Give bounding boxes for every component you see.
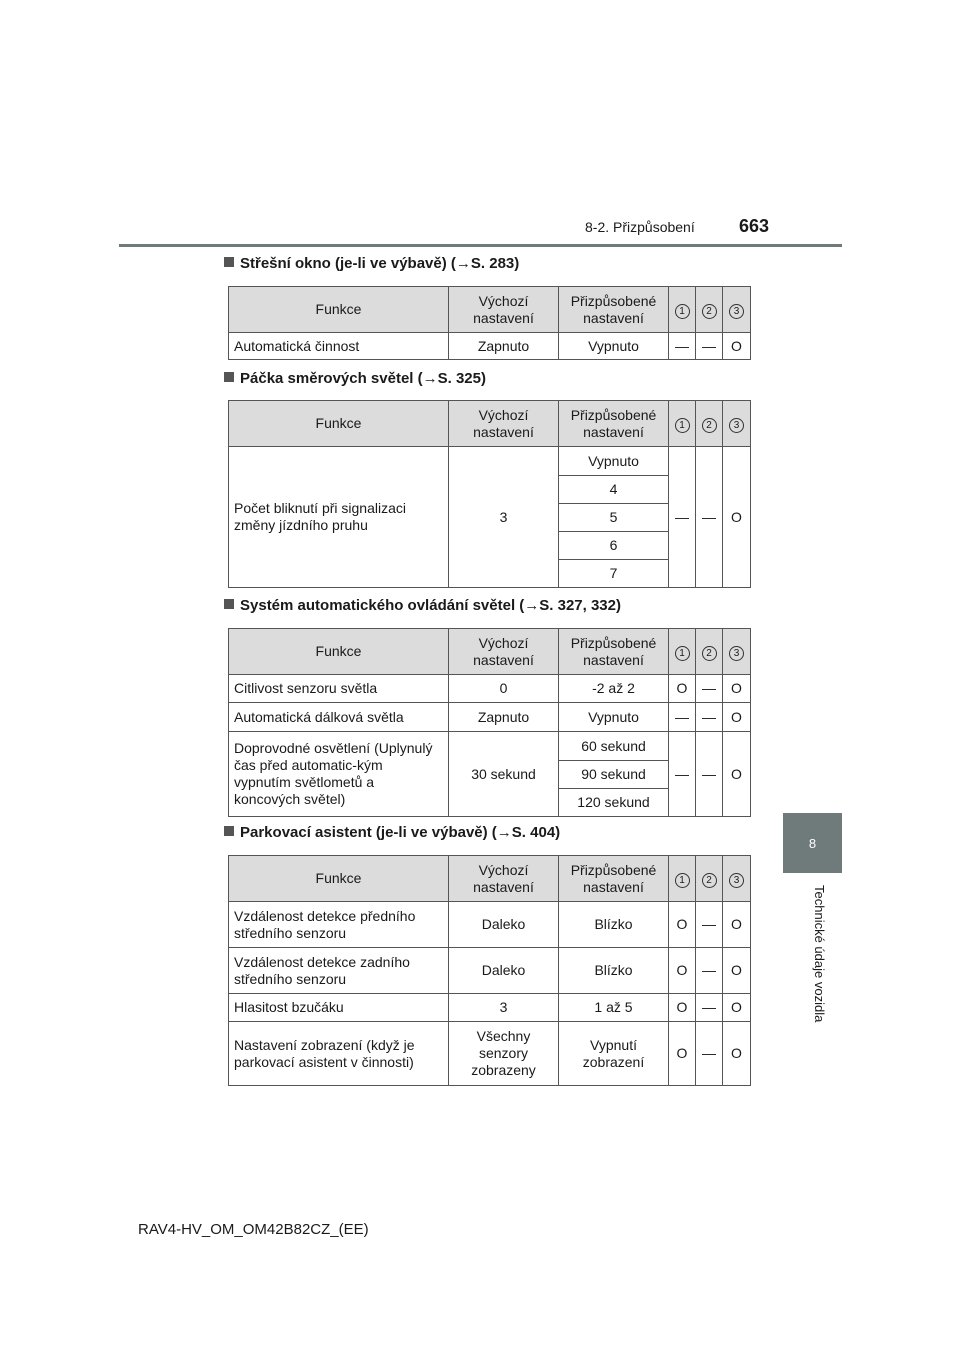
col-1: 1 bbox=[669, 629, 696, 675]
table-row: Doprovodné osvětlení (Uplynulý čas před automatic-kým vypnutím světlometů a koncových světel) 30 sekund 60 sekund — — O bbox=[229, 732, 751, 761]
table-header-row bbox=[229, 856, 751, 902]
table-row: Počet bliknutí při signalizaci změny jízdního pruhu 3 Vypnuto — — O bbox=[229, 447, 751, 476]
col-2: 2 bbox=[696, 629, 723, 675]
header-rule bbox=[119, 244, 842, 247]
table-row: Nastavení zobrazení (když je parkovací asistent v činnosti) Všechny senzory zobrazeny Vypnutí zobrazení O — O bbox=[229, 1022, 751, 1086]
table-parking-assist bbox=[228, 855, 751, 1086]
col-custom: Přizpůsobené nastavení bbox=[559, 629, 669, 675]
option-cell: 6 bbox=[559, 532, 669, 560]
col-2: 2 bbox=[696, 401, 723, 447]
table-header-row bbox=[229, 629, 751, 675]
table-row: Citlivost senzoru světla 0 -2 až 2 O — O bbox=[229, 675, 751, 703]
table-row: Hlasitost bzučáku 3 1 až 5 O — O bbox=[229, 994, 751, 1022]
col-3: 3 bbox=[723, 287, 751, 333]
document-code: RAV4-HV_OM_OM42B82CZ_(EE) bbox=[138, 1221, 369, 1238]
table-auto-lights bbox=[228, 628, 751, 817]
col-1: 1 bbox=[669, 287, 696, 333]
col-3: 3 bbox=[723, 856, 751, 902]
bullet-square-icon bbox=[224, 257, 234, 267]
bullet-square-icon bbox=[224, 599, 234, 609]
section-heading-auto-lights: Systém automatického ovládání světel (→S. 327, 332) bbox=[224, 597, 621, 614]
col-funkce: Funkce bbox=[229, 287, 449, 333]
section-heading-parking-assist: Parkovací asistent (je-li ve výbavě) (→S. 404) bbox=[224, 824, 560, 841]
option-cell: 4 bbox=[559, 476, 669, 504]
col-default: Výchozí nastavení bbox=[449, 856, 559, 902]
chapter-label: Technické údaje vozidla bbox=[812, 885, 827, 1023]
table-row: Vzdálenost detekce zadního středního senzoru Daleko Blízko O — O bbox=[229, 948, 751, 994]
col-default: Výchozí nastavení bbox=[449, 401, 559, 447]
col-custom: Přizpůsobené nastavení bbox=[559, 287, 669, 333]
table-row: Automatická činnost Zapnuto Vypnuto — — O bbox=[229, 333, 751, 360]
col-funkce: Funkce bbox=[229, 629, 449, 675]
section-heading-turn-signal: Páčka směrových světel (→S. 325) bbox=[224, 370, 486, 387]
col-default: Výchozí nastavení bbox=[449, 287, 559, 333]
col-2: 2 bbox=[696, 856, 723, 902]
page-number: 663 bbox=[739, 216, 770, 236]
table-row: Automatická dálková světla Zapnuto Vypnuto — — O bbox=[229, 703, 751, 732]
col-funkce: Funkce bbox=[229, 856, 449, 902]
col-1: 1 bbox=[669, 856, 696, 902]
option-cell: 7 bbox=[559, 560, 669, 588]
col-custom: Přizpůsobené nastavení bbox=[559, 856, 669, 902]
col-2: 2 bbox=[696, 287, 723, 333]
section-header: 8-2. Přizpůsobení bbox=[585, 219, 695, 235]
bullet-square-icon bbox=[224, 372, 234, 382]
option-cell: 5 bbox=[559, 504, 669, 532]
col-funkce: Funkce bbox=[229, 401, 449, 447]
section-heading-sunroof: Střešní okno (je-li ve výbavě) (→S. 283) bbox=[224, 255, 519, 272]
col-3: 3 bbox=[723, 629, 751, 675]
bullet-square-icon bbox=[224, 826, 234, 836]
option-cell: 120 sekund bbox=[559, 789, 669, 817]
col-1: 1 bbox=[669, 401, 696, 447]
option-cell: 90 sekund bbox=[559, 761, 669, 789]
table-header-row bbox=[229, 401, 751, 447]
chapter-number: 8 bbox=[808, 835, 817, 851]
table-header-row bbox=[229, 287, 751, 333]
table-sunroof bbox=[228, 286, 751, 360]
col-3: 3 bbox=[723, 401, 751, 447]
chapter-tab[interactable] bbox=[783, 813, 842, 873]
table-turn-signal bbox=[228, 400, 751, 588]
col-custom: Přizpůsobené nastavení bbox=[559, 401, 669, 447]
table-row: Vzdálenost detekce předního středního senzoru Daleko Blízko O — O bbox=[229, 902, 751, 948]
col-default: Výchozí nastavení bbox=[449, 629, 559, 675]
